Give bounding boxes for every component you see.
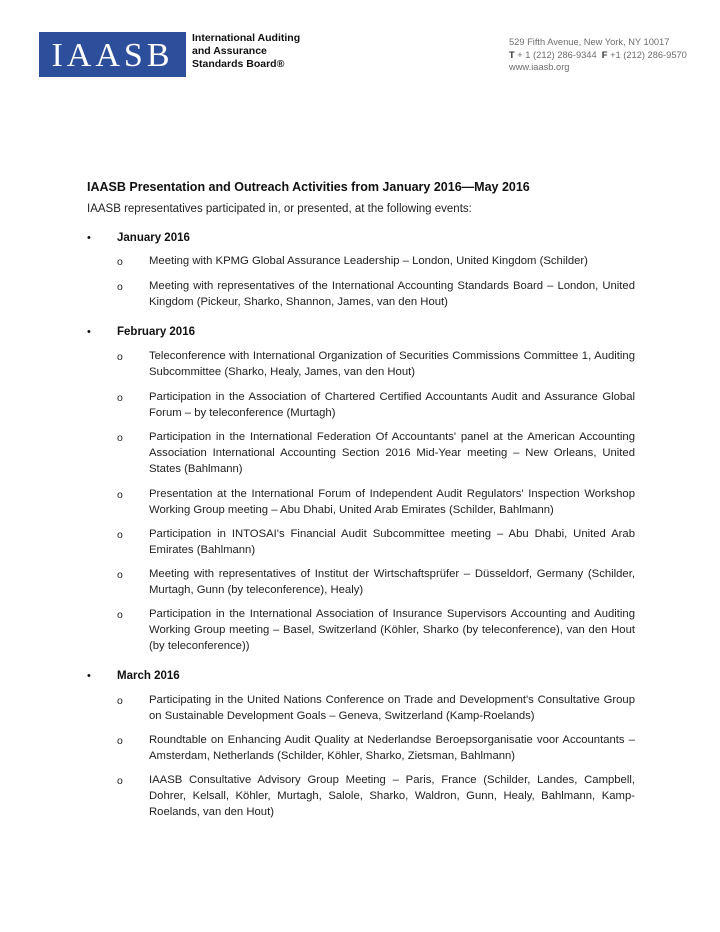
bullet-icon: • xyxy=(87,232,91,244)
sub-bullet-icon: o xyxy=(117,609,123,621)
fax: +1 (212) 286-9570 xyxy=(610,49,687,60)
contact-block xyxy=(509,36,687,74)
list-item: Meeting with representatives of Institut der Wirtschaftsprüfer – Düsseldorf, Germany (Schilder, Murtagh, Gunn (by teleconference), Healy) xyxy=(149,568,635,596)
sub-bullet-icon: o xyxy=(117,281,123,293)
sub-bullet-icon: o xyxy=(117,489,123,501)
list-item: Teleconference with International Organization of Securities Commissions Committee 1, Auditing Subcommittee (Sharko, Healy, James, van den Hout) xyxy=(149,350,635,378)
org-name-line: International Auditing xyxy=(192,32,301,44)
list-item: Participation in the International Federation Of Accountants' panel at the American Accounting Association International Accounting Section 2016 Mid-Year meeting – New Orleans, United States (Bahlmann) xyxy=(149,431,635,475)
sub-bullet-icon: o xyxy=(117,775,123,787)
list-item: Participation in INTOSAI's Financial Audit Subcommittee meeting – Abu Dhabi, United Arab Emirates (Bahlmann) xyxy=(149,528,635,556)
sub-bullet-icon: o xyxy=(117,529,123,541)
org-name-line: Standards Board® xyxy=(192,58,285,70)
sub-bullet-icon: o xyxy=(117,735,123,747)
phone-fax-line xyxy=(509,49,687,62)
list-item: Participation in the Association of Chartered Certified Accountants Audit and Assurance Global Forum – by teleconference (Murtagh) xyxy=(149,391,635,419)
list-item: Participation in the International Association of Insurance Supervisors Accounting and Auditing Working Group meeting – Basel, Switzerland (Köhler, Sharko (by teleconference), van den Hout (by teleconference)) xyxy=(149,608,635,652)
fax-label: F xyxy=(601,49,608,60)
section-heading: January 2016 xyxy=(117,232,190,244)
sub-bullet-icon: o xyxy=(117,351,123,363)
section-heading: March 2016 xyxy=(117,670,180,682)
telephone: + 1 (212) 286-9344 xyxy=(517,49,597,60)
bullet-icon: • xyxy=(87,670,91,682)
organization-name xyxy=(192,32,300,71)
document-title: IAASB Presentation and Outreach Activities from January 2016—May 2016 xyxy=(87,180,530,194)
list-item: Presentation at the International Forum of Independent Audit Regulators' Inspection Workshop Working Group meeting – Abu Dhabi, United Arab Emirates (Schilder, Bahlmann) xyxy=(149,488,635,516)
sub-bullet-icon: o xyxy=(117,569,123,581)
list-item: Roundtable on Enhancing Audit Quality at Nederlandse Beroepsorganisatie voor Accountants – Amsterdam, Netherlands (Schilder, Köhler, Sharko, Zietsman, Bahlmann) xyxy=(149,734,635,762)
website: www.iaasb.org xyxy=(509,62,570,72)
section-heading: February 2016 xyxy=(117,326,195,338)
tel-label: T xyxy=(509,49,515,60)
logo-wordmark: IAASB xyxy=(51,36,174,74)
sub-bullet-icon: o xyxy=(117,392,123,404)
list-item: IAASB Consultative Advisory Group Meeting – Paris, France (Schilder, Landes, Campbell, Dohrer, Kelsall, Köhler, Murtagh, Salole, Sharko, Waldron, Gunn, Healy, Bahlmann, Kamp-Roelands, van den Hout) xyxy=(149,774,635,818)
list-item: Meeting with representatives of the International Accounting Standards Board – London, United Kingdom (Pickeur, Sharko, Shannon, James, van den Hout) xyxy=(149,280,635,308)
org-name-line: and Assurance xyxy=(192,45,267,57)
iaasb-logo xyxy=(39,32,186,77)
sub-bullet-icon: o xyxy=(117,256,123,268)
list-item: Participating in the United Nations Conference on Trade and Development's Consultative Group on Sustainable Development Goals – Geneva, Switzerland (Kamp-Roelands) xyxy=(149,694,635,722)
sub-bullet-icon: o xyxy=(117,695,123,707)
street-address: 529 Fifth Avenue, New York, NY 10017 xyxy=(509,37,670,47)
list-item: Meeting with KPMG Global Assurance Leadership – London, United Kingdom (Schilder) xyxy=(149,255,588,267)
intro-paragraph: IAASB representatives participated in, or presented, at the following events: xyxy=(87,203,472,215)
sub-bullet-icon: o xyxy=(117,432,123,444)
bullet-icon: • xyxy=(87,326,91,338)
